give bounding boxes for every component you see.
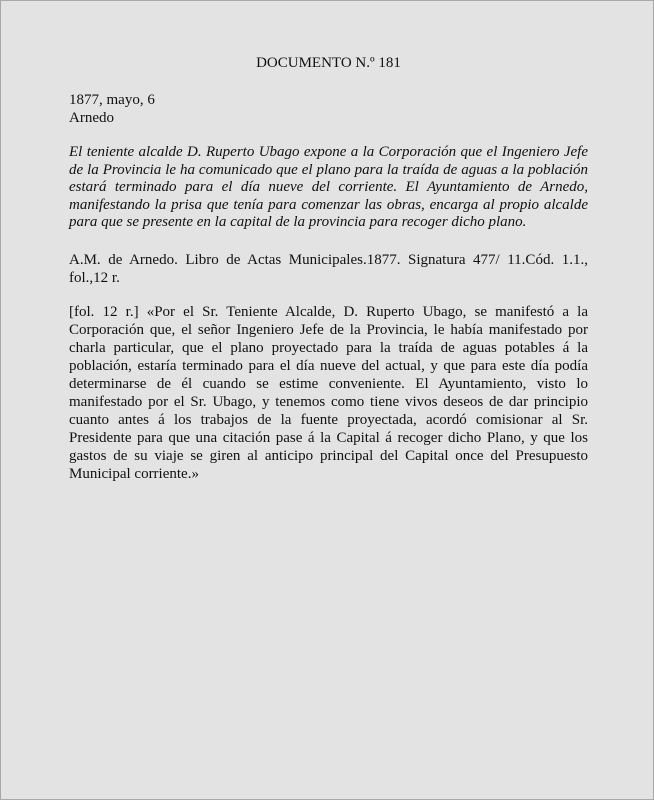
- document-title: DOCUMENTO N.º 181: [256, 55, 401, 71]
- document-date: 1877, mayo, 6: [69, 92, 155, 108]
- archival-source: A.M. de Arnedo. Libro de Actas Municipales.1877. Signatura 477/ 11.Cód. 1.1., fol.,12 r.: [69, 252, 588, 286]
- document-transcription: [fol. 12 r.] «Por el Sr. Teniente Alcalde, D. Ruperto Ubago, se manifestó a la Corporación que, el señor Ingeniero Jefe de la Provincia, le había manifestado por charla particular, que el plano proyectado para la traída de aguas potables á la población, estaría terminado para el día nueve del actual, y que para este día podía determinarse de él cuando se estime conveniente. El Ayuntamiento, visto lo manifestado por el Sr. Ubago, y tenemos como tiene vivos deseos de dar principio cuanto antes á los trabajos de la fuente proyectada, acordó comisionar al Sr. Presidente para que una citación pase á la Capital á recoger dicho Plano, y que los gastos de su viaje se giren al anticipo principal del Capital once del Presupuesto Municipal corriente.»: [69, 304, 588, 482]
- document-place: Arnedo: [69, 110, 114, 126]
- document-summary: El teniente alcalde D. Ruperto Ubago expone a la Corporación que el Ingeniero Jefe de la Provincia le ha comunicado que el plano para la traída de aguas a la población estará terminado para el día nueve del corriente. El Ayuntamiento de Arnedo, manifestando la prisa que tenía para comenzar las obras, encarga al propio alcalde para que se presente en la capital de la provincia para recoger dicho plano.: [69, 144, 588, 231]
